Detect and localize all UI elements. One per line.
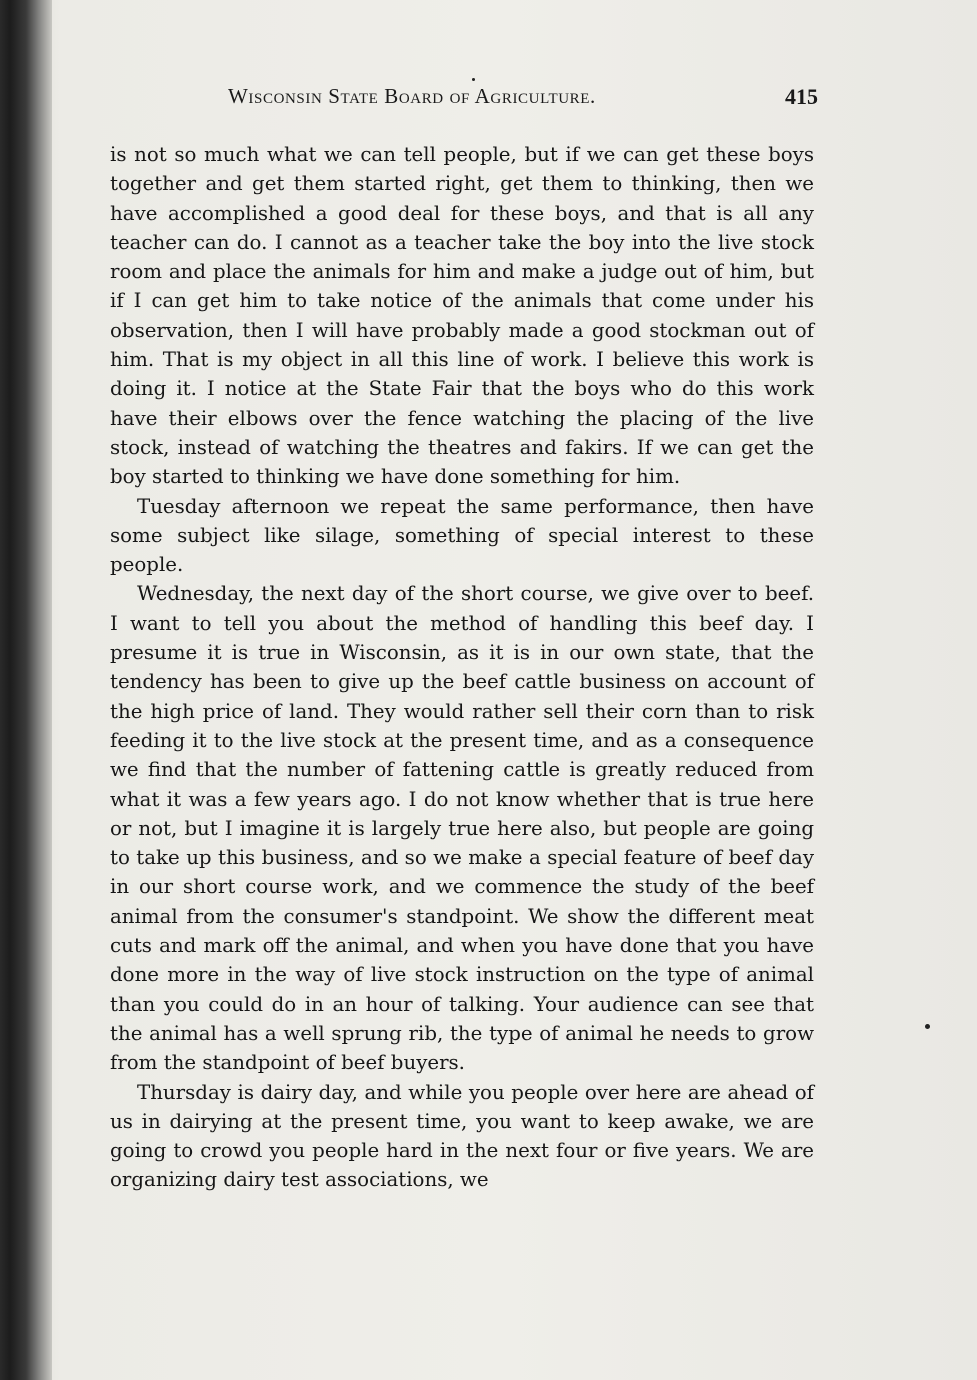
running-title: Wisconsin State Board of Agriculture.: [228, 84, 596, 108]
ink-speck: [925, 1024, 930, 1029]
body-text: [110, 140, 814, 1195]
book-spine-shadow: [0, 0, 52, 1380]
paragraph: is not so much what we can tell people, but if we can get these boys together and get them started right, get them to thinking, then we have accomplished a good deal for these boys, and that is all any teacher can do. I cannot as a teacher take the boy into the live stock room and place the animals for him and make a judge out of him, but if I can get him to take notice of the animals that come under his observation, then I will have probably made a good stockman out of him. That is my object in all this line of work. I believe this work is doing it. I notice at the State Fair that the boys who do this work have their elbows over the fence watching the placing of the live stock, instead of watching the theatres and fakirs. If we can get the boy started to thinking we have done something for him.: [110, 143, 814, 489]
paragraph: Wednesday, the next day of the short course, we give over to beef. I want to tell you about the method of handling this beef day. I presume it is true in Wisconsin, as it is in our own state, that the tendency has been to give up the beef cattle business on account of the high price of land. They would rather sell their corn than to risk feeding it to the live stock at the present time, and as a consequence we find that the number of fattening cattle is greatly reduced from what it was a few years ago. I do not know whether that is true here or not, but I imagine it is largely true here also, but people are going to take up this business, and so we make a special feature of beef day in our short course work, and we commence the study of the beef animal from the consumer's standpoint. We show the different meat cuts and mark off the animal, and when you have done that you have done more in the way of live stock instruction on the type of animal than you could do in an hour of talking. Your audience can see that the animal has a well sprung rib, the type of animal he needs to grow from the standpoint of beef buyers.: [110, 582, 814, 1075]
page-header: [110, 84, 820, 120]
page-number: 415: [785, 84, 818, 109]
ink-speck: [472, 78, 475, 81]
paragraph: Thursday is dairy day, and while you people over here are ahead of us in dairying at the present time, you want to keep awake, we are going to crowd you people hard in the next four or five years. We are organizing dairy test associations, we: [110, 1080, 814, 1192]
paragraph: Tuesday afternoon we repeat the same performance, then have some subject like silage, something of special interest to these people.: [110, 494, 814, 577]
